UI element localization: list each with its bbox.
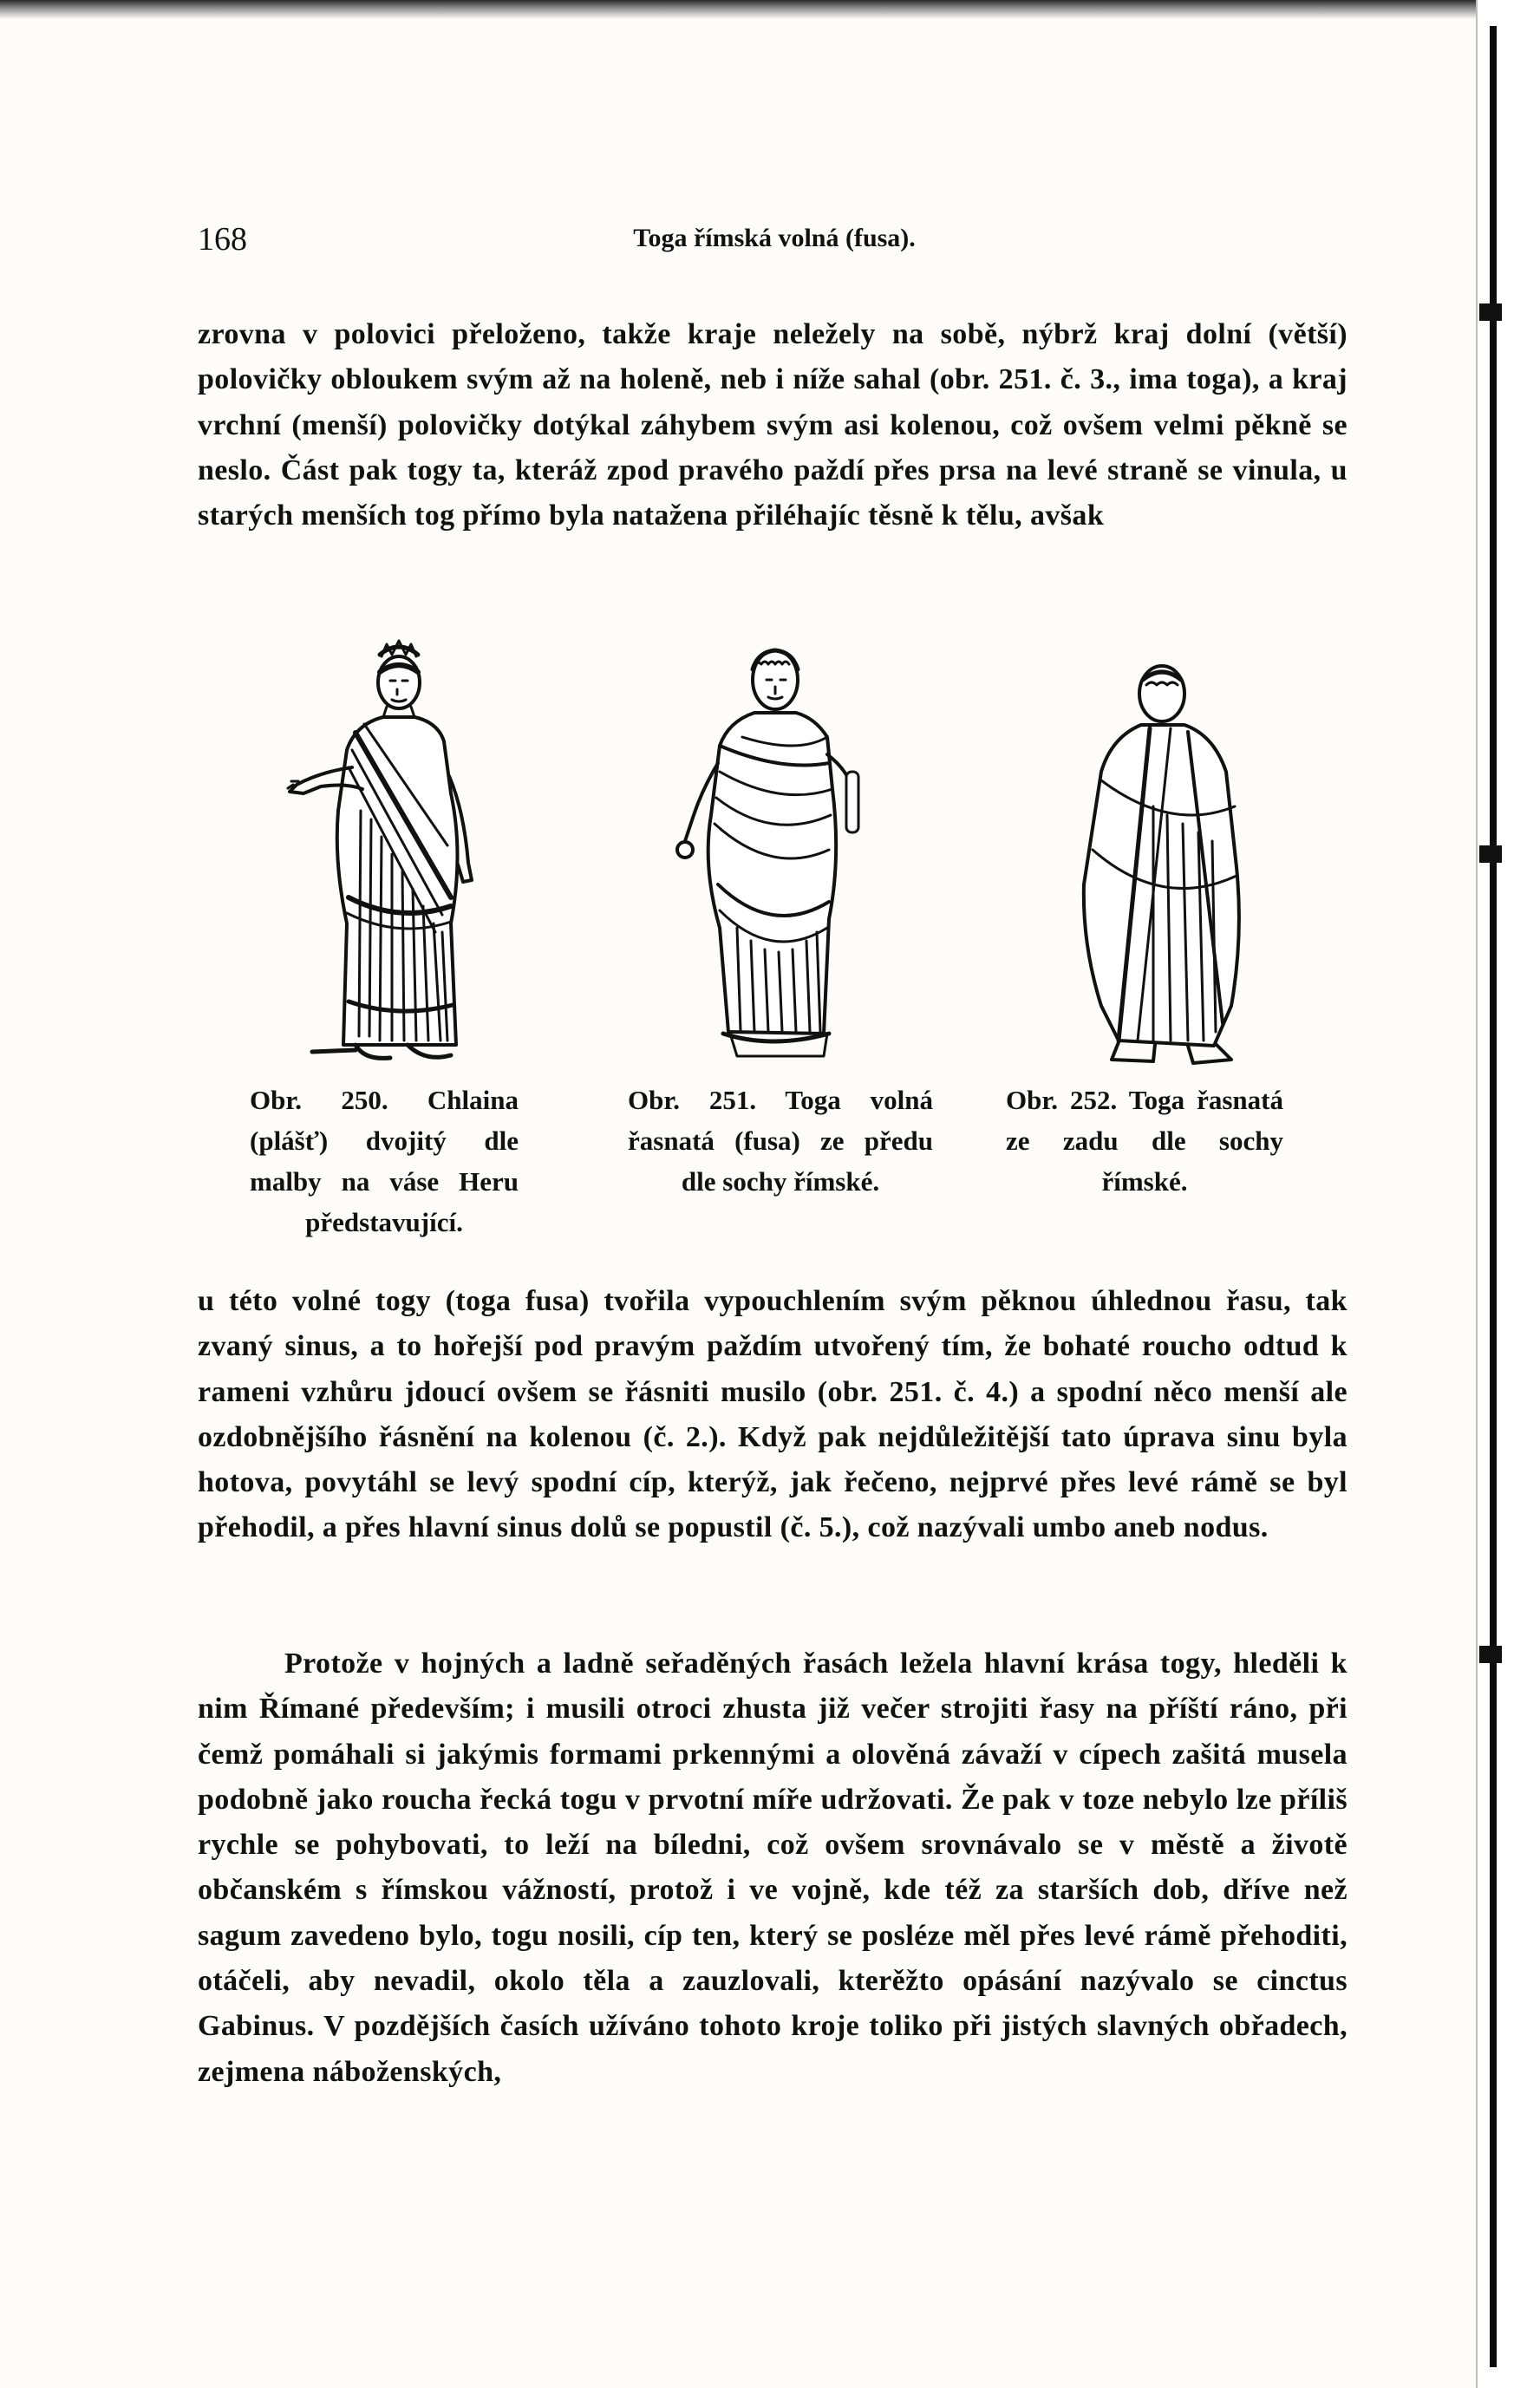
figure-251-caption: Obr. 251. Toga volná řasnatá (fusa) ze předu dle sochy římské.: [628, 1085, 933, 1197]
scan-binding-bar: [1490, 26, 1497, 2367]
page-number: 168: [198, 221, 247, 258]
figure-252-caption: Obr. 252. Toga řasnatá ze zadu dle sochy římské.: [1006, 1085, 1283, 1197]
scan-binding-notch: [1479, 303, 1502, 321]
figure-250-caption: Obr. 250. Chlaina (plášť) dvojitý dle malby na váse Heru představující.: [250, 1085, 519, 1237]
scan-right-margin: [1476, 0, 1540, 2388]
body-paragraph: Protože v hojných a ladně seřaděných řasách ležela hlavní krása togy, hleděli k nim Římané především; i musili otroci zhusta již večer strojiti řasy na příští ráno, při čemž pomáhali si jakýmis formami prkennými a olověná závaží v cípech zašitá musela podobně jako roucha řecká togu v prvotní míře udržovati. Že pak v toze nebylo lze příliš rychle se pohybovati, to leží na bíledni, což ovšem srovnávalo se v městě a životě občanském s římskou vážností, protož i ve vojně, kde též za starších dob, dříve než sagum zavedeno bylo, togu nosili, cíp ten, který se posléze měl přes levé rámě přehoditi, otáčeli, aby nevadil, okolo těla a zauzlovali, kterěžto opásání nazývalo se cinctus Gabinus. V pozdějších časích užíváno tohoto kroje toliko při jistých slavných obřadech, zejmena náboženských,: [198, 1647, 1348, 2088]
figure-250-illustration: [286, 637, 512, 1067]
body-paragraph: u této volné togy (toga fusa) tvořila vypouchlením svým pěknou úhlednou řasu, tak zvaný sinus, a to hořejší pod pravým paždím utvořený tím, že bohaté roucho odtud k rameni vzhůru jdoucí ovšem se řásniti musilo (obr. 251. č. 4.) a spodní něco menší ale ozdobnějšího řásnění na kolenou (č. 2.). Když pak nejdůležitější tato úprava sinu byla hotova, povytáhl se levý spodní cíp, kterýž, jak řečeno, nejprvé přes levé rámě se byl přehodil, a přes hlavní sinus dolů se popustil (č. 5.), což nazývali umbo aneb nodus.: [198, 1285, 1348, 1544]
figure-252-illustration: [1067, 659, 1257, 1067]
running-title: Toga římská volná (fusa).: [633, 224, 916, 252]
scan-top-edge: [0, 0, 1540, 19]
scan-binding-notch: [1479, 1646, 1502, 1663]
running-head: [198, 220, 1351, 264]
scan-binding-notch: [1479, 845, 1502, 863]
figure-251-illustration: [668, 642, 876, 1067]
body-paragraph: zrovna v polovici přeloženo, takže kraje neležely na sobě, nýbrž kraj dolní (větší) polovičky obloukem svým až na holeně, neb i níže sahal (obr. 251. č. 3., ima toga), a kraj vrchní (menší) polovičky dotýkal záhybem svým asi kolenou, což ovšem velmi pěkně se neslo. Část pak togy ta, kteráž zpod pravého paždí přes prsa na levé straně se vinula, u starých menších tog přímo byla natažena přiléhajíc těsně k tělu, avšak: [198, 318, 1348, 532]
